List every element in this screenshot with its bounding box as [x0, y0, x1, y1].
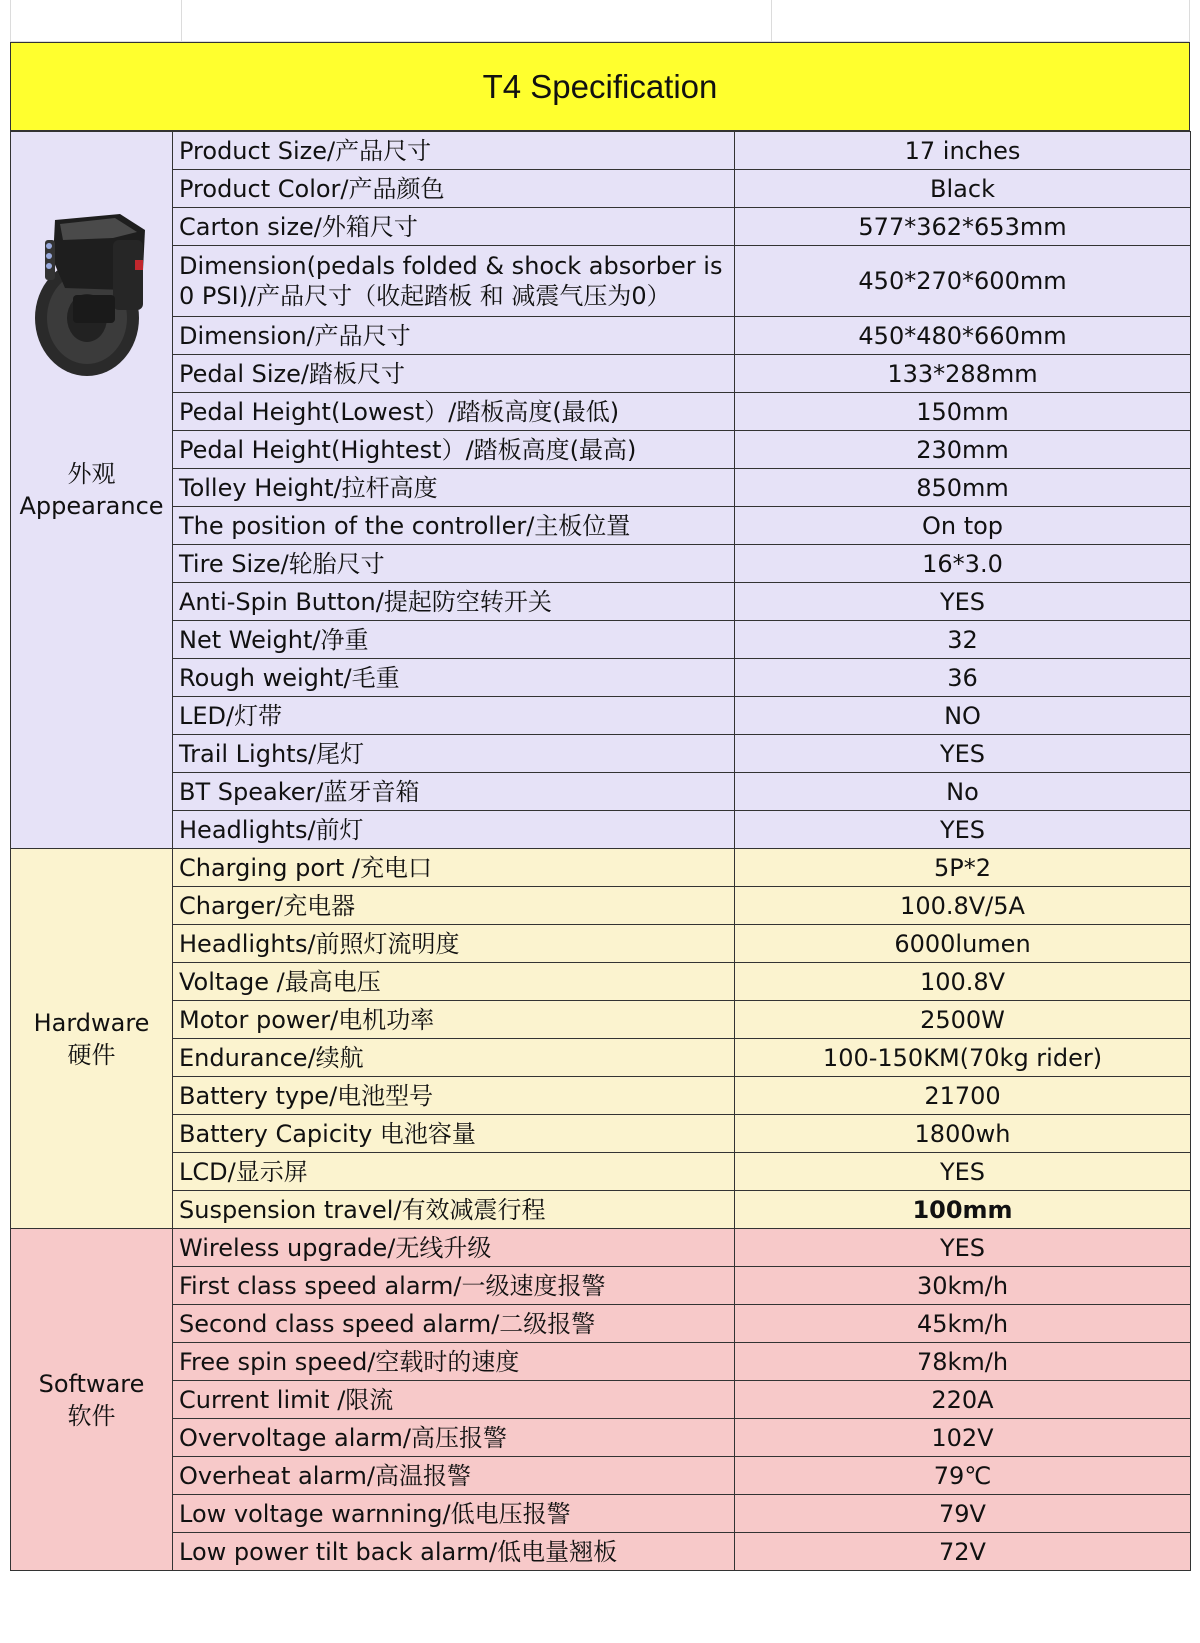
table-row: [11, 132, 1191, 170]
spec-item-value: YES: [735, 735, 1191, 773]
spec-item-value: 78km/h: [735, 1343, 1191, 1381]
category-label-en: Software: [38, 1369, 145, 1398]
spec-item-label: Dimension(pedals folded & shock absorber is 0 PSI)/产品尺寸（收起踏板 和 减震气压为0）: [173, 246, 735, 317]
empty-cell: [772, 0, 1190, 42]
empty-header-grid: [10, 0, 1190, 42]
category-software: [11, 1229, 173, 1571]
table-row: [11, 849, 1191, 887]
category-label-en: Appearance: [19, 492, 164, 520]
spec-item-value: YES: [735, 583, 1191, 621]
spec-item-value: 79V: [735, 1495, 1191, 1533]
spec-item-label: Battery type/电池型号: [173, 1077, 735, 1115]
spec-item-label: Low voltage warnning/低电压报警: [173, 1495, 735, 1533]
spec-item-value: 133*288mm: [735, 355, 1191, 393]
spec-item-label: Pedal Height(Lowest）/踏板高度(最低): [173, 393, 735, 431]
spec-item-value: YES: [735, 1229, 1191, 1267]
table-row: [11, 1191, 1191, 1229]
table-row: [11, 393, 1191, 431]
spec-item-label: Dimension/产品尺寸: [173, 317, 735, 355]
category-label-cn: 外观: [67, 460, 116, 488]
table-row: [11, 246, 1191, 317]
spec-item-value: 230mm: [735, 431, 1191, 469]
spec-item-value: 220A: [735, 1381, 1191, 1419]
spec-item-label: Overvoltage alarm/高压报警: [173, 1419, 735, 1457]
table-row: [11, 1419, 1191, 1457]
table-row: [11, 1229, 1191, 1267]
table-row: [11, 1001, 1191, 1039]
spec-item-value: 1800wh: [735, 1115, 1191, 1153]
spec-item-value: 21700: [735, 1077, 1191, 1115]
spec-item-value: 30km/h: [735, 1267, 1191, 1305]
category-label-en: Hardware: [33, 1008, 150, 1037]
table-row: [11, 1533, 1191, 1571]
spec-item-value: On top: [735, 507, 1191, 545]
spec-item-label: Endurance/续航: [173, 1039, 735, 1077]
spec-item-value: 100-150KM(70kg rider): [735, 1039, 1191, 1077]
table-row: [11, 1305, 1191, 1343]
spec-title: T4 Specification: [10, 42, 1190, 131]
category-label: [11, 458, 172, 522]
spec-item-label: Voltage /最高电压: [173, 963, 735, 1001]
spec-item-label: Product Size/产品尺寸: [173, 132, 735, 170]
table-row: [11, 170, 1191, 208]
spec-item-label: Battery Capicity 电池容量: [173, 1115, 735, 1153]
spec-item-label: Tolley Height/拉杆高度: [173, 469, 735, 507]
table-row: [11, 208, 1191, 246]
table-row: [11, 355, 1191, 393]
spec-item-value: 36: [735, 659, 1191, 697]
spec-sheet: [10, 0, 1190, 1571]
table-row: [11, 1381, 1191, 1419]
spec-item-value: 450*480*660mm: [735, 317, 1191, 355]
spec-item-value: Black: [735, 170, 1191, 208]
spec-item-value: NO: [735, 697, 1191, 735]
category-label-cn: 软件: [67, 1401, 116, 1430]
empty-cell: [182, 0, 772, 42]
spec-item-value: 79℃: [735, 1457, 1191, 1495]
table-row: [11, 773, 1191, 811]
spec-item-label: Headlights/前灯: [173, 811, 735, 849]
spec-item-label: Free spin speed/空载时的速度: [173, 1343, 735, 1381]
category-label: [11, 1368, 172, 1432]
spec-item-label: First class speed alarm/一级速度报警: [173, 1267, 735, 1305]
spec-item-label: Anti-Spin Button/提起防空转开关: [173, 583, 735, 621]
spec-item-value: 102V: [735, 1419, 1191, 1457]
spec-item-label: Charger/充电器: [173, 887, 735, 925]
table-row: [11, 697, 1191, 735]
spec-item-label: BT Speaker/蓝牙音箱: [173, 773, 735, 811]
spec-item-value: 6000lumen: [735, 925, 1191, 963]
spec-table-body: [11, 132, 1191, 1571]
table-row: [11, 925, 1191, 963]
spec-item-label: Rough weight/毛重: [173, 659, 735, 697]
spec-item-value: 450*270*600mm: [735, 246, 1191, 317]
spec-item-label: Pedal Height(Hightest）/踏板高度(最高): [173, 431, 735, 469]
table-row: [11, 1495, 1191, 1533]
spec-item-label: The position of the controller/主板位置: [173, 507, 735, 545]
spec-item-label: LCD/显示屏: [173, 1153, 735, 1191]
spec-item-label: Carton size/外箱尺寸: [173, 208, 735, 246]
spec-item-value: YES: [735, 1153, 1191, 1191]
spec-item-label: Charging port /充电口: [173, 849, 735, 887]
category-appearance: [11, 132, 173, 849]
spec-item-label: Wireless upgrade/无线升级: [173, 1229, 735, 1267]
spec-item-label: Pedal Size/踏板尺寸: [173, 355, 735, 393]
category-hardware: [11, 849, 173, 1229]
table-row: [11, 317, 1191, 355]
spec-item-label: Suspension travel/有效减震行程: [173, 1191, 735, 1229]
category-label: [11, 1007, 172, 1071]
spec-item-label: Tire Size/轮胎尺寸: [173, 545, 735, 583]
table-row: [11, 1153, 1191, 1191]
table-row: [11, 1039, 1191, 1077]
spec-item-value: 100.8V: [735, 963, 1191, 1001]
spec-item-label: Product Color/产品颜色: [173, 170, 735, 208]
spec-item-value: 45km/h: [735, 1305, 1191, 1343]
spec-table: [10, 131, 1191, 1571]
spec-item-value: No: [735, 773, 1191, 811]
spec-item-value: 16*3.0: [735, 545, 1191, 583]
spec-item-label: Net Weight/净重: [173, 621, 735, 659]
spec-item-label: Low power tilt back alarm/低电量翘板: [173, 1533, 735, 1571]
table-row: [11, 469, 1191, 507]
table-row: [11, 963, 1191, 1001]
spec-item-label: Headlights/前照灯流明度: [173, 925, 735, 963]
table-row: [11, 1343, 1191, 1381]
spec-item-value: 577*362*653mm: [735, 208, 1191, 246]
spec-item-value: 2500W: [735, 1001, 1191, 1039]
spec-item-label: Second class speed alarm/二级报警: [173, 1305, 735, 1343]
spec-item-label: Trail Lights/尾灯: [173, 735, 735, 773]
spec-item-value: 5P*2: [735, 849, 1191, 887]
category-label-cn: 硬件: [67, 1040, 116, 1069]
table-row: [11, 507, 1191, 545]
table-row: [11, 811, 1191, 849]
table-row: [11, 1457, 1191, 1495]
unicycle-image: [25, 200, 165, 380]
spec-item-value: 850mm: [735, 469, 1191, 507]
spec-item-value: 150mm: [735, 393, 1191, 431]
table-row: [11, 887, 1191, 925]
spec-item-label: Motor power/电机功率: [173, 1001, 735, 1039]
table-row: [11, 431, 1191, 469]
table-row: [11, 1267, 1191, 1305]
table-row: [11, 1077, 1191, 1115]
empty-cell: [10, 0, 182, 42]
spec-item-value: YES: [735, 811, 1191, 849]
spec-item-value: 17 inches: [735, 132, 1191, 170]
table-row: [11, 583, 1191, 621]
spec-item-value: 100mm: [735, 1191, 1191, 1229]
spec-item-value: 100.8V/5A: [735, 887, 1191, 925]
table-row: [11, 621, 1191, 659]
table-row: [11, 1115, 1191, 1153]
table-row: [11, 659, 1191, 697]
spec-item-label: Current limit /限流: [173, 1381, 735, 1419]
spec-item-value: 32: [735, 621, 1191, 659]
table-row: [11, 545, 1191, 583]
spec-item-label: LED/灯带: [173, 697, 735, 735]
spec-item-label: Overheat alarm/高温报警: [173, 1457, 735, 1495]
table-row: [11, 735, 1191, 773]
spec-item-value: 72V: [735, 1533, 1191, 1571]
